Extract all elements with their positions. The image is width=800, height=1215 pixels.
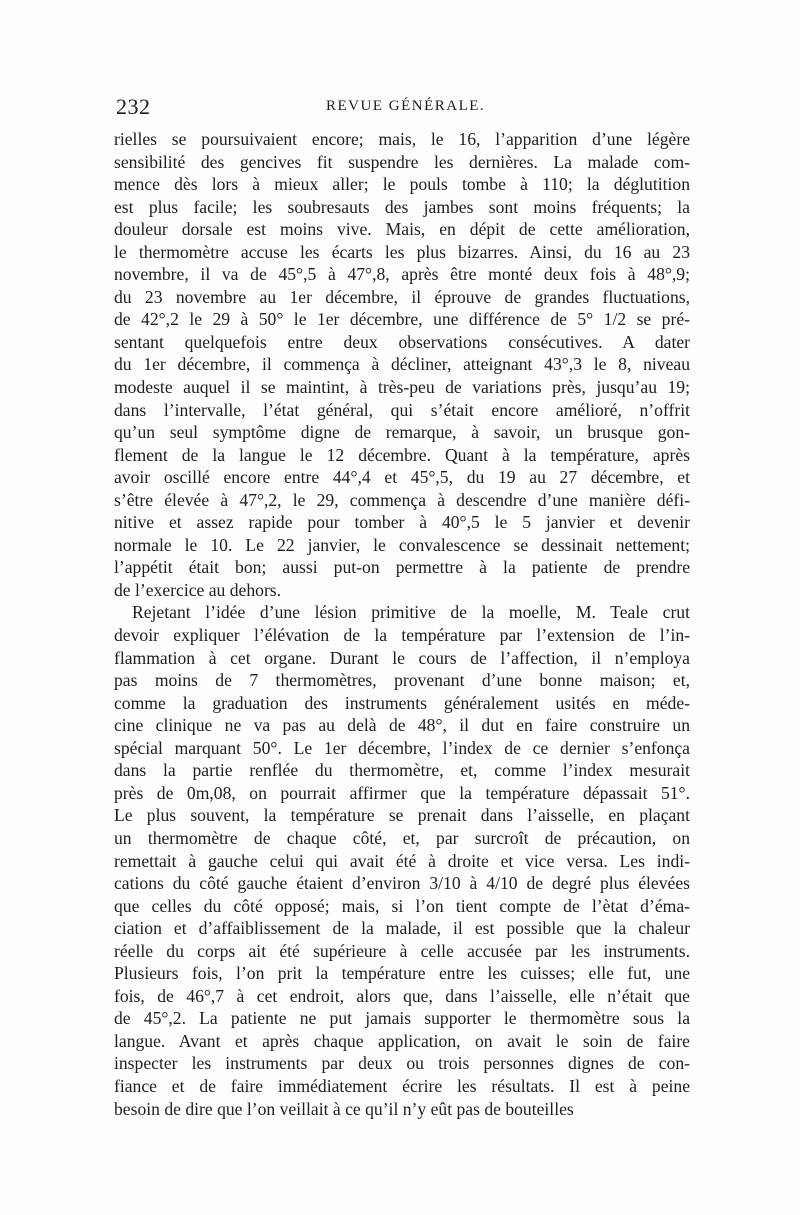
- text-line: réelle du corps ait été supérieure à celle accusée par les instruments.: [114, 940, 690, 961]
- page-number: 232: [116, 94, 151, 119]
- text-line: Le plus souvent, la température se prenait dans l’aisselle, en plaçant: [114, 805, 690, 826]
- text-line: l’appétit était bon; aussi put-on permettre à la patiente de prendre: [114, 557, 690, 578]
- text-line: devoir expliquer l’élévation de la température par l’extension de l’in-: [114, 625, 690, 646]
- body-text: [114, 128, 690, 1120]
- text-line: de 45°,2. La patiente ne put jamais supporter le thermomètre sous la: [114, 1008, 690, 1029]
- text-line: sentant quelquefois entre deux observations consécutives. A dater: [114, 331, 690, 352]
- text-line: novembre, il va de 45°,5 à 47°,8, après être monté deux fois à 48°,9;: [114, 264, 690, 285]
- text-line: nitive et assez rapide pour tomber à 40°,5 le 5 janvier et devenir: [114, 512, 690, 533]
- text-line: Plusieurs fois, l’on prit la température entre les cuisses; elle fut, une: [114, 963, 690, 984]
- text-line: normale le 10. Le 22 janvier, le convalescence se dessinait nettement;: [114, 534, 690, 555]
- text-line: cine clinique ne va pas au delà de 48°, il dut en faire construire un: [114, 715, 690, 736]
- text-line: flammation à cet organe. Durant le cours de l’affection, il n’employa: [114, 647, 690, 668]
- text-line: modeste auquel il se maintint, à très-peu de variations près, jusqu’au 19;: [114, 377, 690, 398]
- page-header: [116, 94, 716, 124]
- text-line: avoir oscillé encore entre 44°,4 et 45°,5, du 19 au 27 décembre, et: [114, 467, 690, 488]
- text-line: de 42°,2 le 29 à 50° le 1er décembre, une différence de 5° 1/2 se pré-: [114, 309, 690, 330]
- text-line: pas moins de 7 thermomètres, provenant d’une bonne maison; et,: [114, 670, 690, 691]
- text-line: s’être élevée à 47°,2, le 29, commença à descendre d’une manière défi-: [114, 489, 690, 510]
- text-line: mence dès lors à mieux aller; le pouls tombe à 110; la déglutition: [114, 174, 690, 195]
- text-line: besoin de dire que l’on veillait à ce qu’il n’y eût pas de bouteilles: [114, 1098, 574, 1119]
- text-line: est plus facile; les soubresauts des jambes sont moins fréquents; la: [114, 196, 690, 217]
- text-line: douleur dorsale est moins vive. Mais, en dépit de cette amélioration,: [114, 219, 690, 240]
- text-line: du 1er décembre, il commença à décliner, atteignant 43°,3 le 8, niveau: [114, 354, 690, 375]
- text-line: dans l’intervalle, l’état général, qui s’était encore amélioré, n’offrit: [114, 399, 690, 420]
- text-line: spécial marquant 50°. Le 1er décembre, l’index de ce dernier s’enfonça: [114, 737, 690, 758]
- text-line: que celles du côté opposé; mais, si l’on tient compte de l’ètat d’éma-: [114, 895, 690, 916]
- text-line: Rejetant l’idée d’une lésion primitive de la moelle, M. Teale crut: [132, 602, 690, 623]
- text-line: fiance et de faire immédiatement écrire les résultats. Il est à peine: [114, 1075, 690, 1096]
- text-line: flement de la langue le 12 décembre. Quant à la température, après: [114, 444, 690, 465]
- text-line: près de 0m,08, on pourrait affirmer que la température dépassait 51°.: [114, 782, 690, 803]
- text-line: remettait à gauche celui qui avait été à droite et vice versa. Les indi-: [114, 850, 690, 871]
- running-head: REVUE GÉNÉRALE.: [326, 98, 486, 114]
- text-line: le thermomètre accuse les écarts les plus bizarres. Ainsi, du 16 au 23: [114, 241, 690, 262]
- text-line: qu’un seul symptôme digne de remarque, à savoir, un brusque gon-: [114, 422, 690, 443]
- text-line: du 23 novembre au 1er décembre, il éprouve de grandes fluctuations,: [114, 286, 690, 307]
- text-line: de l’exercice au dehors.: [114, 579, 282, 600]
- text-line: rielles se poursuivaient encore; mais, le 16, l’apparition d’une légère: [114, 129, 690, 149]
- text-line: comme la graduation des instruments généralement usités en méde-: [114, 692, 690, 713]
- text-line: fois, de 46°,7 à cet endroit, alors que, dans l’aisselle, elle n’était que: [114, 985, 690, 1006]
- text-line: inspecter les instruments par deux ou trois personnes dignes de con-: [114, 1053, 690, 1074]
- text-line: sensibilité des gencives fit suspendre les dernières. La malade com-: [114, 151, 690, 172]
- text-line: langue. Avant et après chaque application, on avait le soin de faire: [114, 1030, 690, 1051]
- text-line: ciation et d’affaiblissement de la malade, il est possible que la chaleur: [114, 918, 690, 939]
- text-line: un thermomètre de chaque côté, et, par surcroît de précaution, on: [114, 827, 690, 848]
- text-line: cations du côté gauche étaient d’environ 3/10 à 4/10 de degré plus élevées: [114, 873, 690, 894]
- text-line: dans la partie renflée du thermomètre, et, comme l’index mesurait: [114, 760, 690, 781]
